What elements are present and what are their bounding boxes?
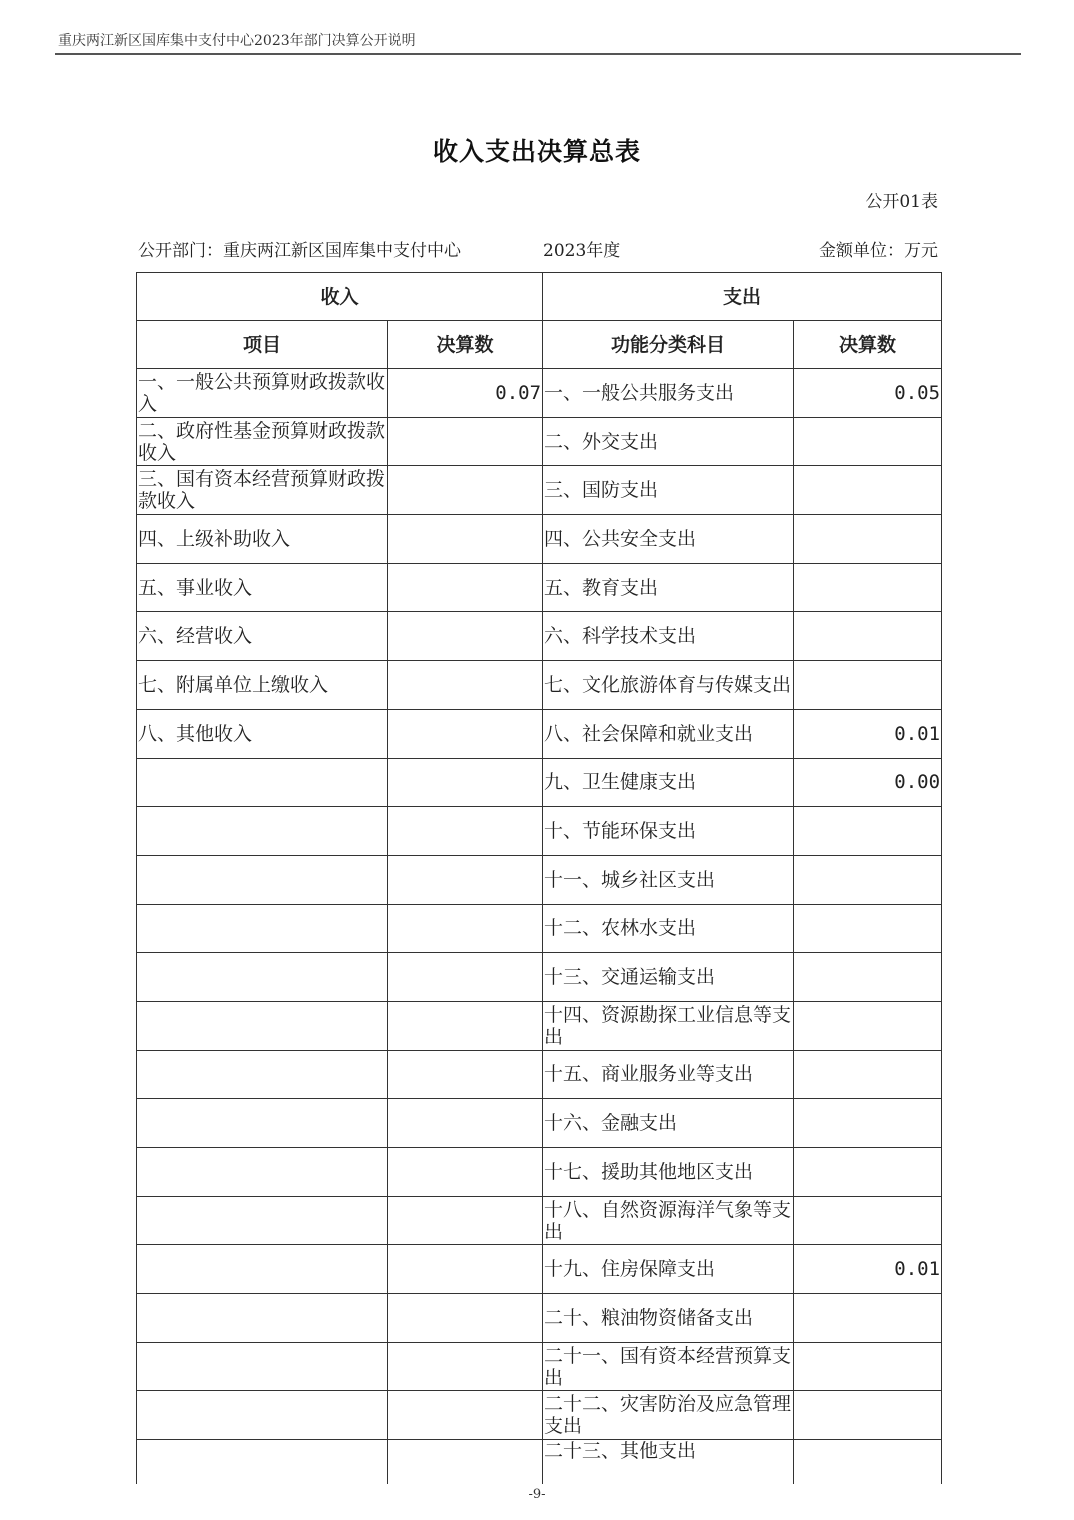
column-header-amount: 决算数	[388, 321, 543, 369]
income-amount-cell	[388, 417, 543, 466]
income-amount-cell	[388, 1050, 543, 1099]
expense-amount-cell	[794, 1391, 942, 1440]
expense-amount-cell: 0.01	[794, 709, 942, 758]
expense-item-cell: 二十二、灾害防治及应急管理支出	[543, 1391, 794, 1440]
expense-section-header: 支出	[543, 273, 942, 321]
income-amount-cell	[388, 904, 543, 953]
table-row	[137, 953, 942, 1002]
expense-item-cell: 五、教育支出	[543, 563, 794, 612]
department-label: 公开部门：重庆两江新区国库集中支付中心	[138, 241, 461, 261]
income-item-cell	[137, 758, 388, 807]
income-amount-cell	[388, 855, 543, 904]
income-section-header: 收入	[137, 273, 543, 321]
expense-item-cell: 十八、自然资源海洋气象等支出	[543, 1196, 794, 1245]
income-item-cell: 三、国有资本经营预算财政拨款收入	[137, 466, 388, 515]
section-header-row	[137, 273, 942, 321]
income-item-cell: 一、一般公共预算财政拨款收入	[137, 369, 388, 418]
expense-item-cell: 十一、城乡社区支出	[543, 855, 794, 904]
table-row	[137, 369, 942, 418]
income-amount-cell	[388, 1001, 543, 1050]
column-header-item: 项目	[137, 321, 388, 369]
table-row	[137, 1245, 942, 1294]
income-item-cell: 八、其他收入	[137, 709, 388, 758]
form-code: 公开01表	[865, 192, 938, 212]
running-header: 重庆两江新区国库集中支付中心2023年部门决算公开说明	[58, 33, 416, 49]
table-row	[137, 1148, 942, 1197]
expense-item-cell: 二十三、其他支出	[543, 1440, 794, 1484]
income-item-cell	[137, 1148, 388, 1197]
column-header-amount2: 决算数	[794, 321, 942, 369]
expense-item-cell: 十九、住房保障支出	[543, 1245, 794, 1294]
table-row	[137, 709, 942, 758]
column-header-row	[137, 321, 942, 369]
income-item-cell	[137, 1440, 388, 1484]
table-row	[137, 1001, 942, 1050]
expense-amount-cell	[794, 855, 942, 904]
table-row	[137, 1342, 942, 1391]
expense-amount-cell	[794, 417, 942, 466]
expense-item-cell: 六、科学技术支出	[543, 612, 794, 661]
income-amount-cell	[388, 661, 543, 710]
income-item-cell	[137, 855, 388, 904]
income-amount-cell	[388, 758, 543, 807]
expense-item-cell: 十四、资源勘探工业信息等支出	[543, 1001, 794, 1050]
income-item-cell	[137, 1245, 388, 1294]
table-row	[137, 563, 942, 612]
fiscal-year-label: 2023年度	[543, 241, 621, 261]
income-amount-cell	[388, 1294, 543, 1343]
income-expense-summary-table	[136, 272, 942, 1484]
amount-unit-label: 金额单位：万元	[819, 241, 938, 261]
expense-amount-cell	[794, 904, 942, 953]
table-row	[137, 855, 942, 904]
expense-amount-cell	[794, 1099, 942, 1148]
table-row	[137, 612, 942, 661]
expense-amount-cell	[794, 1342, 942, 1391]
expense-item-cell: 四、公共安全支出	[543, 515, 794, 564]
expense-item-cell: 十、节能环保支出	[543, 807, 794, 856]
expense-amount-cell	[794, 1440, 942, 1484]
expense-item-cell: 十二、农林水支出	[543, 904, 794, 953]
table-row	[137, 1294, 942, 1343]
income-item-cell	[137, 1196, 388, 1245]
income-amount-cell	[388, 1342, 543, 1391]
page-number: -9-	[528, 1487, 546, 1502]
table-row	[137, 417, 942, 466]
income-item-cell	[137, 1099, 388, 1148]
expense-item-cell: 七、文化旅游体育与传媒支出	[543, 661, 794, 710]
expense-amount-cell	[794, 953, 942, 1002]
income-item-cell: 四、上级补助收入	[137, 515, 388, 564]
table-row	[137, 904, 942, 953]
income-amount-cell	[388, 466, 543, 515]
table-row	[137, 1099, 942, 1148]
income-amount-cell	[388, 612, 543, 661]
income-item-cell: 二、政府性基金预算财政拨款收入	[137, 417, 388, 466]
income-amount-cell	[388, 1391, 543, 1440]
income-item-cell	[137, 1391, 388, 1440]
income-item-cell	[137, 1342, 388, 1391]
income-amount-cell	[388, 1099, 543, 1148]
expense-amount-cell	[794, 1050, 942, 1099]
income-item-cell: 六、经营收入	[137, 612, 388, 661]
expense-amount-cell	[794, 563, 942, 612]
expense-amount-cell	[794, 1148, 942, 1197]
income-item-cell	[137, 1050, 388, 1099]
expense-item-cell: 八、社会保障和就业支出	[543, 709, 794, 758]
table-row	[137, 661, 942, 710]
expense-amount-cell	[794, 1196, 942, 1245]
income-amount-cell	[388, 1148, 543, 1197]
column-header-function: 功能分类科目	[543, 321, 794, 369]
table-row	[137, 1050, 942, 1099]
expense-item-cell: 二十、粮油物资储备支出	[543, 1294, 794, 1343]
expense-item-cell: 一、一般公共服务支出	[543, 369, 794, 418]
expense-amount-cell: 0.01	[794, 1245, 942, 1294]
income-item-cell	[137, 807, 388, 856]
page-title: 收入支出决算总表	[432, 137, 641, 166]
income-amount-cell	[388, 953, 543, 1002]
expense-item-cell: 二、外交支出	[543, 417, 794, 466]
table-row	[137, 515, 942, 564]
income-amount-cell	[388, 563, 543, 612]
income-item-cell	[137, 953, 388, 1002]
expense-amount-cell	[794, 1001, 942, 1050]
expense-amount-cell	[794, 1294, 942, 1343]
income-item-cell	[137, 1001, 388, 1050]
income-amount-cell	[388, 1440, 543, 1484]
expense-amount-cell	[794, 515, 942, 564]
expense-item-cell: 九、卫生健康支出	[543, 758, 794, 807]
expense-amount-cell: 0.00	[794, 758, 942, 807]
income-amount-cell	[388, 709, 543, 758]
expense-item-cell: 十三、交通运输支出	[543, 953, 794, 1002]
expense-amount-cell	[794, 807, 942, 856]
expense-item-cell: 十六、金融支出	[543, 1099, 794, 1148]
table-row	[137, 1196, 942, 1245]
income-item-cell	[137, 904, 388, 953]
header-rule	[55, 53, 1021, 55]
expense-amount-cell	[794, 661, 942, 710]
expense-item-cell: 十五、商业服务业等支出	[543, 1050, 794, 1099]
table-row	[137, 807, 942, 856]
expense-item-cell: 三、国防支出	[543, 466, 794, 515]
expense-amount-cell: 0.05	[794, 369, 942, 418]
expense-amount-cell	[794, 612, 942, 661]
income-item-cell: 七、附属单位上缴收入	[137, 661, 388, 710]
income-amount-cell	[388, 1196, 543, 1245]
income-item-cell: 五、事业收入	[137, 563, 388, 612]
table-row	[137, 1440, 942, 1484]
income-amount-cell: 0.07	[388, 369, 543, 418]
expense-item-cell: 二十一、国有资本经营预算支出	[543, 1342, 794, 1391]
income-item-cell	[137, 1294, 388, 1343]
table-row	[137, 758, 942, 807]
expense-item-cell: 十七、援助其他地区支出	[543, 1148, 794, 1197]
expense-amount-cell	[794, 466, 942, 515]
table-row	[137, 1391, 942, 1440]
income-amount-cell	[388, 807, 543, 856]
income-amount-cell	[388, 1245, 543, 1294]
table-row	[137, 466, 942, 515]
income-amount-cell	[388, 515, 543, 564]
